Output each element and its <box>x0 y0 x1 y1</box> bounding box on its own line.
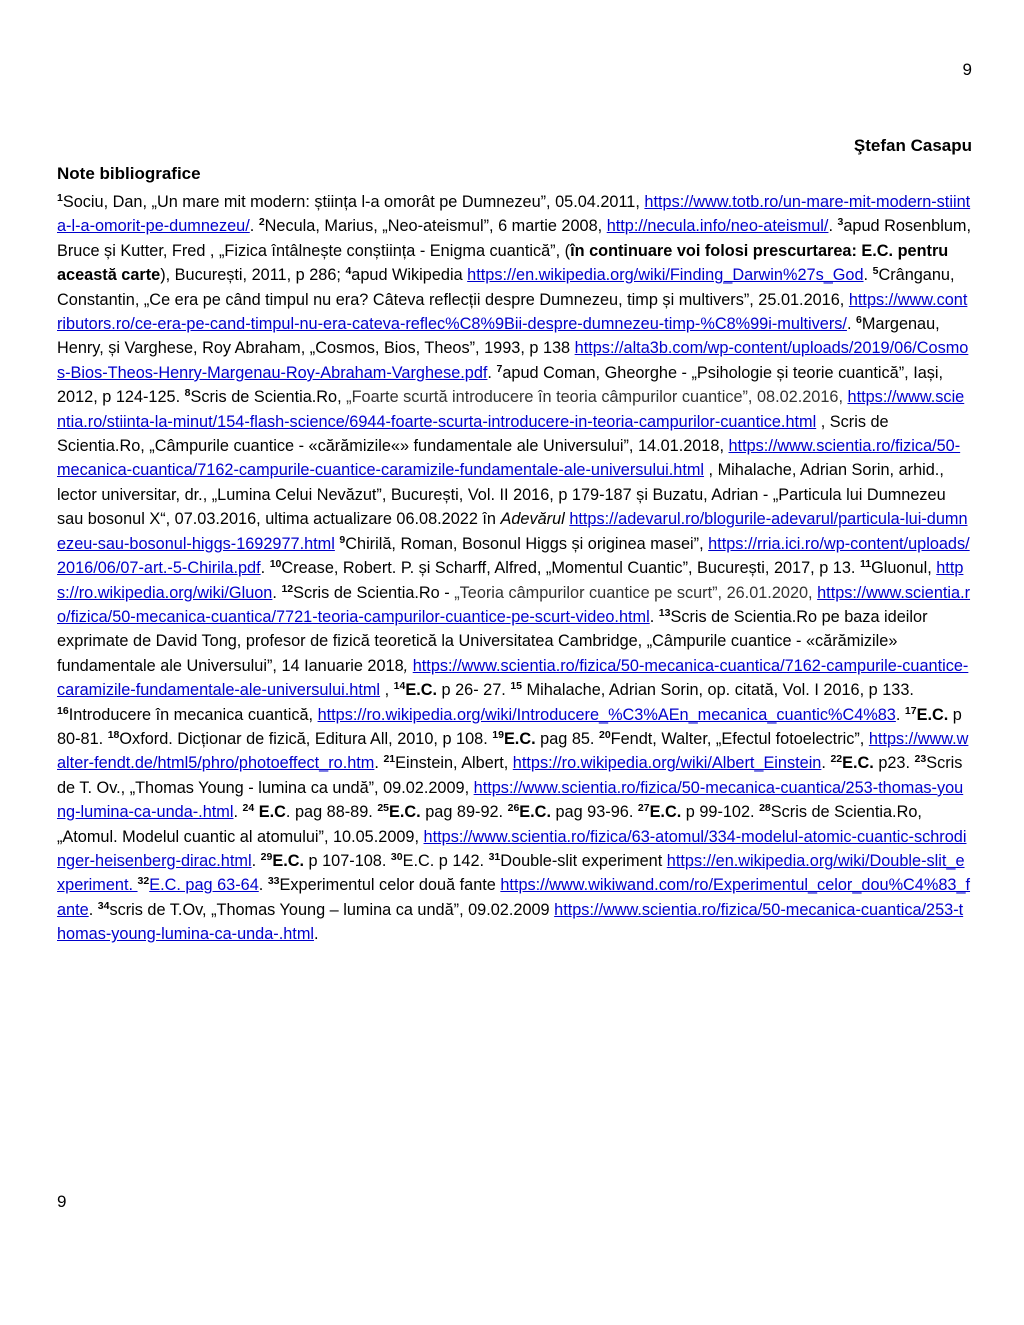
note-text: apud Coman, Gheorghe - „Psihologie și teorie cuantică”, Iași, 2012, p 124-125. <box>57 363 944 407</box>
note-text: pag 93-96. <box>550 803 638 822</box>
note-text: pag 89-92. <box>420 803 508 822</box>
footnote-marker: 3 <box>837 216 844 229</box>
note-link[interactable]: https://www.scientia.ro/stiinta-la-minut/154-flash-science/6944-foarte-scurta-introducere-in-teoria-campurilor-cuantice.html <box>57 388 965 431</box>
footnote-marker: 23 <box>914 753 927 766</box>
ec-abbrev: E.C. <box>649 803 682 822</box>
footnote-marker: 31 <box>488 850 501 863</box>
note-text: scris de T.Ov, „Thomas Young – lumina ca undă”, 09.02.2009 <box>109 900 555 919</box>
footnote-marker: 8 <box>184 387 191 400</box>
note-link[interactable]: https://www.scientia.ro/fizica/63-atomul/334-modelul-atomic-cuantic-schrodinger-heisenberg-dirac.html <box>57 827 967 870</box>
footnote-marker: 15 <box>510 680 523 693</box>
note-text: Experimentul celor două fante <box>279 876 501 895</box>
footnote-marker: 21 <box>383 753 396 766</box>
note-text: . pag 88-89. <box>285 803 378 822</box>
note-text: p 107-108. <box>304 851 391 870</box>
footnote-marker: 16 <box>57 704 69 717</box>
ec-abbrev: E.C <box>258 803 286 822</box>
note-link[interactable]: https://www.scientia.ro/fizica/50-mecanica-cuantica/7721-teoria-campurilor-cuantice-pe-scurt-video.html <box>57 583 971 626</box>
note-link[interactable]: https://www.scientia.ro/fizica/50-mecanica-cuantica/253-thomas-young-lumina-ca-unda-.html <box>57 900 964 944</box>
note-link[interactable]: https://www.walter-fendt.de/html5/phro/photoeffect_ro.htm <box>57 729 969 773</box>
page-number-top: 9 <box>962 60 972 79</box>
note-text: Crânganu, Constantin, „Ce era pe când timpul nu era? Câteva reflecții despre Dumnezeu, timp și multivers”, 25.01.2016, <box>57 266 955 309</box>
ec-abbrev: E.C. <box>405 681 437 700</box>
note-text: Necula, Marius, „Neo-ateismul”, 6 martie 2008, <box>264 217 607 236</box>
footnote-marker: 24 <box>242 802 255 815</box>
note-link[interactable]: http://necula.info/neo-ateismul/ <box>606 217 829 236</box>
note-link[interactable]: https://www.contributors.ro/ce-era-pe-cand-timpul-nu-era-cateva-reflec%C8%9Bii-despre-dumnezeu-timp-%C8%99i-multivers/ <box>57 290 968 334</box>
ec-abbrev: E.C. <box>272 851 304 870</box>
ec-abbrev: E.C. <box>916 705 949 724</box>
note-text: , Scris de Scientia.Ro, „Câmpurile cuantice - «cărămizile«» fundamentale ale Universului”, 14.01.2018, <box>57 412 889 456</box>
footnote-marker: 30 <box>390 850 403 863</box>
note-text: p23. <box>873 754 915 773</box>
note-text: Margenau, Henry, și Varghese, Roy Abraham, „Cosmos, Bios, Theos”, 1993, p 138 <box>57 315 940 358</box>
footnote-marker: 17 <box>904 704 917 717</box>
note-text: p 26- 27. <box>437 681 511 700</box>
note-text: Oxford. Dicționar de fizică, Editura All, 2010, p 108. <box>119 729 493 748</box>
footnote-marker: 22 <box>830 753 843 766</box>
footnote-marker: 25 <box>377 802 390 815</box>
note-text: „Teoria câmpurilor cuantice pe scurt”, 26.01.2020, <box>454 583 818 602</box>
note-text: Scris de Scientia.Ro - <box>293 583 455 602</box>
note-text: Scris de Scientia.Ro pe baza ideilor exprimate de David Tong, profesor de fizică teoretică la Universitatea Cambridge, „Câmpurile cuantice - «cărămizile» fundamentale ale Universului”, 14 Ianuarie 2018 <box>57 607 928 675</box>
footnote-marker: 9 <box>339 533 346 546</box>
note-text: Fendt, Walter, „Efectul fotoelectric”, <box>610 729 869 748</box>
footnote-marker: 27 <box>637 802 650 815</box>
note-text: Introducere în mecanica cuantică, <box>68 705 318 724</box>
ec-abbrev: E.C. <box>503 729 536 748</box>
note-text: Crease, Robert. P. și Scharff, Alfred, „Momentul Cuantic”, București, 2017, p 13. <box>281 559 860 578</box>
note-bold-text: în continuare voi folosi prescurtarea: E.C. pentru această carte <box>57 241 949 285</box>
note-text: „Foarte scurtă introducere în teoria câmpurilor cuantice”, 08.02.2016, <box>346 388 848 407</box>
footnote-marker: 19 <box>492 728 504 741</box>
note-link[interactable]: https://www.scientia.ro/fizica/50-mecanica-cuantica/7162-campurile-cuantice-caramizile-fundamentale-ale-universului.html <box>57 437 961 480</box>
footnote-marker: 18 <box>107 728 120 741</box>
note-link[interactable]: E.C. pag 63-64 <box>149 876 259 895</box>
note-text: Double-slit experiment <box>500 851 667 870</box>
note-link[interactable]: https://www.wikiwand.com/ro/Experimentul_celor_dou%C4%83_fante <box>57 876 971 919</box>
note-link[interactable]: https://www.totb.ro/un-mare-mit-modern-stiinta-l-a-omorit-pe-dumnezeu/ <box>57 193 971 236</box>
footnote-marker: 28 <box>759 802 771 815</box>
note-link[interactable]: https://alta3b.com/wp-content/uploads/2019/06/Cosmos-Bios-Theos-Henry-Margenau-Roy-Abraham-Varghese.pdf <box>57 339 969 382</box>
note-text: Scris de Scientia.Ro, „Atomul. Modelul cuantic al atomului”, 10.05.2009, <box>57 803 922 846</box>
ec-abbrev: E.C. <box>842 754 874 773</box>
note-text: apud Rosenblum, Bruce și Kutter, Fred , „Fizica întâlnește conștiința - Enigma cuantică”, ( <box>57 217 971 260</box>
note-text: Scris de Scientia.Ro, <box>190 388 347 407</box>
footnote-marker: 5 <box>872 265 879 278</box>
page-number-bottom: 9 <box>57 1192 67 1211</box>
note-text: apud Wikipedia <box>351 266 468 285</box>
section-heading: Note bibliografice <box>57 164 201 183</box>
note-link[interactable]: https://ro.wikipedia.org/wiki/Albert_Einstein <box>512 754 822 773</box>
note-text: E.C. p 142. <box>402 851 489 870</box>
note-text: ), București, 2011, p 286; <box>160 266 341 285</box>
note-link[interactable]: https://adevarul.ro/blogurile-adevarul/particula-lui-dumnezeu-sau-bosonul-higgs-1692977.html <box>57 510 968 553</box>
footnote-marker: 4 <box>345 265 352 278</box>
footnote-marker: 32 <box>137 875 150 888</box>
note-link[interactable]: https://www.scientia.ro/fizica/50-mecanica-cuantica/7162-campurile-cuantice-caramizile-fundamentale-ale-universului.html <box>57 656 969 700</box>
footnote-marker: 29 <box>260 850 273 863</box>
note-text: Chirilă, Roman, Bosonul Higgs și originea masei”, <box>345 534 709 553</box>
footnote-marker: 7 <box>496 362 503 375</box>
ec-abbrev: E.C. <box>389 803 421 822</box>
note-italic-text: Adevărul <box>500 510 565 529</box>
footnote-marker: 6 <box>856 314 862 327</box>
note-text: Gluonul, <box>871 559 937 578</box>
note-link[interactable]: https://en.wikipedia.org/wiki/Double-slit_experiment. <box>57 851 965 895</box>
bibliography-notes: $^1$Sociu, Dan, „Un mare mit modern: știința l-a omorât pe Dumnezeu”, 05.04.2011, https://www.totb.ro/un-mare-mit-modern-stiinta-l-a-omorit-pe-dumnezeu/. $^2$Necula, Marius, „Neo-ateismul”, 6 martie 2008, http://necula.info/neo-ateismul/. $^3$apud Rosenblum, Bruce și Kutter, Fred , „Fizica întâlnește conștiința - Enigma cuantică”, (în continuare voi folosi prescurtarea: E.C. pentru această carte), București, 2011, p 286; $^4$apud Wikipedia https://en.wikipedia.org/wiki/Finding_Darwin%27s_God. $^5$Crânganu, Constantin, „Ce era pe când timpul nu era? Câteva reflecții despre Dumnezeu, timp și multivers”, 25.01.2016, https://www.contributors.ro/ce-era-pe-cand-timpul-nu-era-cateva-reflec%C8%9Bii-despre-dumnezeu-timp-%C8%99i-multivers/. $^6$Margenau, Henry, și Varghese, Roy Abraham, „Cosmos, Bios, Theos”, 1993, p 138 https://alta3b.com/wp-content/uploads/2019/06/Cosmos-Bios-Theos-Henry-Margenau-Roy-Abraham-Varghese.pdf. $^7$apud Coman, Gheorghe - „Psihologie și teorie cuantică”, Iași, 2012, p 124-125. $^8$Scris de Scientia.Ro, „Foarte scurtă introducere în teoria câmpurilor cuantice”, 08.02.2016, https://www.scientia.ro/stiinta-la-minut/154-flash-science/6944-foarte-scurta-introducere-in-teoria-campurilor-cuantice.html , Scris de Scientia.Ro, „Câmpurile cuantice - «cărămizile«» fundamentale ale Universului”, 14.01.2018, https://www.scientia.ro/fizica/50-mecanica-cuantica/7162-campurile-cuantice-caramizile-fundamentale-ale-universului.html , Mihalache, Adrian Sorin, arhid., lector universitar, dr., „Lumina Celui Nevăzut”, București, Vol. II 2016, p 179-187 și Buzatu, Adrian - „Particula lui Dumnezeu sau bosonul X“, 07.03.2016, ultima actualizare 06.08.2022 în Adevărul https://adevarul.ro/blogurile-adevarul/particula-lui-dumnezeu-sau-bosonul-higgs-1692977.html $^9$Chirilă, Roman, Bosonul Higgs și originea masei”, https://rria.ici.ro/wp-content/uploads/2016/06/07-art.-5-Chirila.pdf. $^{10}$Crease, Robert. P. și Scharff, Alfred, „Momentul Cuantic”, București, 2017, p 13. $^{11}$Gluonul, https://ro.wikipedia.org/wiki/Gluon. $^{12}$Scris de Scientia.Ro - „Teoria câmpurilor cuantice pe scurt”, 26.01.2020, https://www.scientia.ro/fizica/50-mecanica-cuantica/7721-teoria-campurilor-cuantice-pe-scurt-video.html. $^{13}$Scris de Scientia.Ro pe baza ideilor exprimate de David Tong, profesor de fizică teoretică la Universitatea Cambridge, „Câmpurile cuantice - «cărămizile» fundamentale ale Universului”, 14 Ianuarie 2018, https://www.scientia.ro/fizica/50-mecanica-cuantica/7162-campurile-cuantice-caramizile-fundamentale-ale-universului.html , $^{14}$E.C. p 26- 27. $^{15}$ Mihalache, Adrian Sorin, op. citată, Vol. I 2016, p 133. $^{16}$Introducere în mecanica cuantică, https://ro.wikipedia.org/wiki/Introducere_%C3%AEn_mecanica_cuantic%C4%83. $^{17}$E.C. p 80-81. $^{18}$Oxford. Dicționar de fizică, Editura All, 2010, p 108. $^{19}$E.C. pag 85. $^{20}$Fendt, Walter, „Efectul fotoelectric”, https://www.walter-fendt.de/html5/phro/photoeffect_ro.htm. $^{21}$Einstein, Albert, https://ro.wikipedia.org/wiki/Albert_Einstein. $^{22}$E.C. p23. $^{23}$Scris de T. Ov., „Thomas Young - lumina ca undă”, 09.02.2009, https://www.scientia.ro/fizica/50-mecanica-cuantica/253-thomas-young-lumina-ca-unda-.html. $^{24}$ E.C. pag 88-89. $^{25}$E.C. pag 89-92. $^{26}$E.C. pag 93-96. $^{27}$E.C. p 99-102. $^{28}$Scris de Scientia.Ro, „Atomul. Modelul cuantic al atomului”, 10.05.2009, https://www.scientia.ro/fizica/63-atomul/334-modelul-atomic-cuantic-schrodinger-heisenberg-dirac.html. $^{29}$E.C. p 107-108. $^{30}$E.C. p 142. $^{31}$Double-slit experiment https://en.wikipedia.org/wiki/Double-slit_experiment. $^{32}$E.C. pag 63-64. $^{33}$Experimentul celor două fante https://www.wikiwand.com/ro/Experimentul_celor_dou%C4%83_fante. $^{34}$scris de T.Ov, „Thomas Young – lumina ca undă”, 09.02.2009 https://www.scientia.ro/fizica/50-mecanica-cuantica/253-thomas-young-lumina-ca-unda-.html. <box>57 192 971 944</box>
note-text: Einstein, Albert, <box>395 754 513 773</box>
footnote-marker: 11 <box>859 558 872 571</box>
note-text: p 80-81. <box>57 705 962 748</box>
note-link[interactable]: https://en.wikipedia.org/wiki/Finding_Darwin%27s_God <box>467 266 864 285</box>
footnote-marker: 13 <box>658 606 671 619</box>
note-text: p 99-102. <box>681 803 760 822</box>
footnote-marker: 33 <box>267 875 280 888</box>
note-link[interactable]: https://ro.wikipedia.org/wiki/Introducere_%C3%AEn_mecanica_cuantic%C4%83 <box>317 705 896 724</box>
footnote-marker: 26 <box>507 802 520 815</box>
footnote-marker: 10 <box>269 558 282 571</box>
footnote-marker: 12 <box>281 582 294 595</box>
note-link[interactable]: https://ro.wikipedia.org/wiki/Gluon <box>57 559 964 602</box>
ec-abbrev: E.C. <box>519 803 551 822</box>
author-name: Ştefan Casapu <box>853 136 972 155</box>
note-link[interactable]: https://rria.ici.ro/wp-content/uploads/2016/06/07-art.-5-Chirila.pdf <box>57 534 970 578</box>
footnote-marker: 14 <box>393 680 406 693</box>
footnote-marker: 34 <box>97 899 110 912</box>
note-text: Scris de T. Ov., „Thomas Young - lumina ca undă”, 09.02.2009, <box>57 754 963 797</box>
footnote-marker: 2 <box>258 216 265 229</box>
footnote-marker: 1 <box>57 192 63 204</box>
note-text: , Mihalache, Adrian Sorin, arhid., lector universitar, dr., „Lumina Celui Nevăzut”, București, Vol. II 2016, p 179-187 și Buzatu, Adrian - „Particula lui Dumnezeu sau bosonul X“, 07.03.2016, ultima actualizare 06.08.2022 în <box>57 461 946 529</box>
note-link[interactable]: https://www.scientia.ro/fizica/50-mecanica-cuantica/253-thomas-young-lumina-ca-unda-.html <box>57 778 964 822</box>
note-text: Mihalache, Adrian Sorin, op. citată, Vol. I 2016, p 133. <box>522 681 914 700</box>
note-text: Sociu, Dan, „Un mare mit modern: știința l-a omorât pe Dumnezeu”, 05.04.2011, <box>62 193 645 211</box>
note-text: pag 85. <box>535 729 599 748</box>
footnote-marker: 20 <box>598 728 611 741</box>
